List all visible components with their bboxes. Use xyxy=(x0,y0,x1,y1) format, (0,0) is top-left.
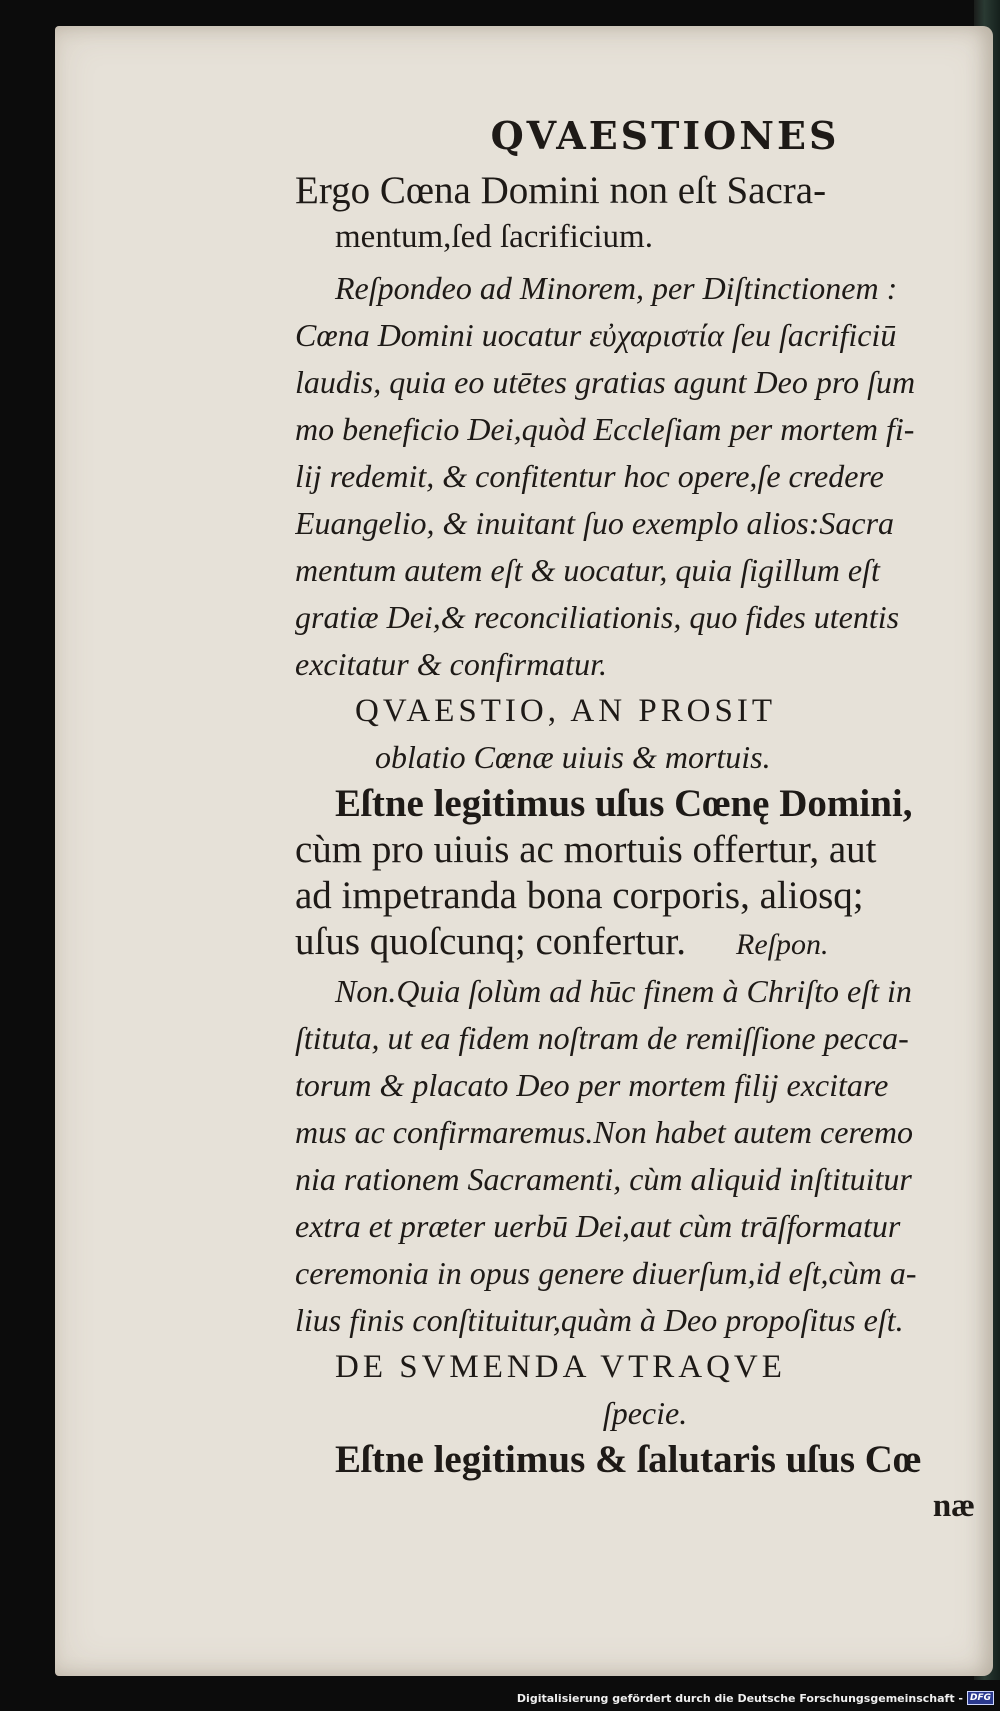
running-title: QVAESTIONES xyxy=(490,113,840,158)
text-line: torum & placato Deo per mortem filij excitare xyxy=(295,1067,889,1103)
text-line: nia rationem Sacramenti, cùm aliquid inſtituitur xyxy=(295,1161,912,1197)
text-line: Eſtne legitimus uſus Cœnę Domini, xyxy=(335,782,913,825)
credit-text: Digitalisierung gefördert durch die Deutsche Forschungsgemeinschaft - xyxy=(516,1691,963,1705)
section-heading: DE SVMENDA VTRAQVE xyxy=(335,1349,786,1385)
text-line: cùm pro uiuis ac mortuis offertur, aut xyxy=(295,828,877,871)
dfg-logo-icon: DFG xyxy=(967,1691,994,1705)
text-line: ad impetranda bona corporis, aliosq; xyxy=(295,874,864,917)
text-line: Reſpondeo ad Minorem, per Diſtinctionem : xyxy=(335,270,898,306)
text-line: Eſtne legitimus & ſalutaris uſus Cœ xyxy=(335,1438,922,1481)
text-line: Non.Quia ſolùm ad hūc finem à Chriſto eſt in xyxy=(335,973,912,1009)
text-line: Ergo Cœna Domini non eſt Sacra- xyxy=(295,169,827,212)
section-heading: QVAESTIO, AN PROSIT xyxy=(355,693,777,729)
text-line: Euangelio, & inuitant ſuo exemplo alios:Sacra xyxy=(295,505,895,541)
page-text xyxy=(295,104,995,1530)
book-page xyxy=(55,26,993,1676)
text-line: ceremonia in opus genere diuerſum,id eſt,cùm a- xyxy=(295,1255,917,1291)
text-line: ſtituta, ut ea fidem noſtram de remiſſione pecca- xyxy=(295,1020,909,1056)
text-line: mo beneficio Dei,quòd Eccleſiam per mortem fi- xyxy=(295,411,915,447)
text-line: lij redemit, & confitentur hoc opere,ſe credere xyxy=(295,458,884,494)
text-line: mentum autem eſt & uocatur, quia ſigillum eſt xyxy=(295,552,880,588)
text-line: extra et præter uerbū Dei,aut cùm trāſformatur xyxy=(295,1208,901,1244)
section-heading-sub: ſpecie. xyxy=(602,1395,688,1431)
text-line: mus ac confirmaremus.Non habet autem ceremo xyxy=(295,1114,913,1150)
digitization-credit xyxy=(517,1691,994,1705)
text-line: gratiæ Dei,& reconciliationis, quo fides utentis xyxy=(295,599,900,635)
text-line: Cœna Domini uocatur εὐχαριστία ſeu ſacrificiū xyxy=(295,317,897,353)
catchword: næ xyxy=(932,1488,975,1524)
text-line: lius finis conſtituitur,quàm à Deo propoſitus eſt. xyxy=(295,1302,904,1338)
text-line: mentum,ſed ſacrificium. xyxy=(335,219,653,255)
text-line: laudis, quia eo utētes gratias agunt Deo pro ſum xyxy=(295,364,916,400)
section-heading-sub: oblatio Cœnæ uiuis & mortuis. xyxy=(375,739,771,775)
text-line: excitatur & confirmatur. xyxy=(295,646,607,682)
text-line: uſus quoſcunq; confertur. Reſpon. xyxy=(295,920,829,963)
